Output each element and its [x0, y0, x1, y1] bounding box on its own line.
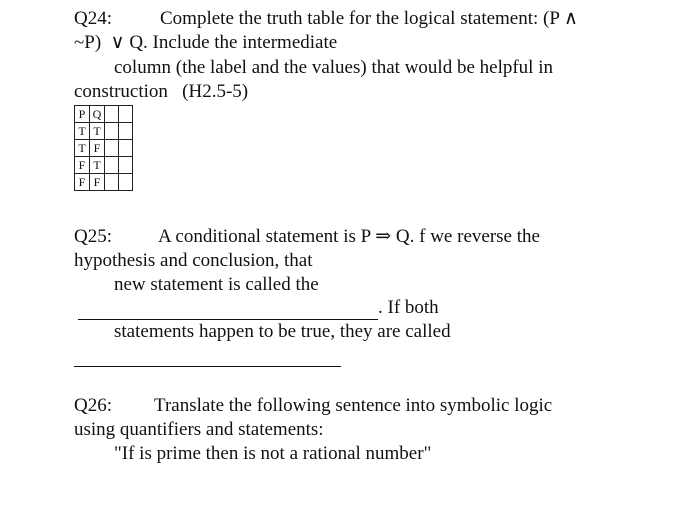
cell-p: T [75, 140, 90, 157]
truth-table-row [75, 157, 133, 174]
q25-prompt-3: new statement is called the [114, 274, 319, 295]
cell-blank[interactable] [105, 140, 119, 157]
header-cell-blank[interactable] [105, 106, 119, 123]
truth-table-header-row [75, 106, 133, 123]
cell-q: F [90, 140, 105, 157]
cell-q: F [90, 174, 105, 191]
q25-prompt-4-tail: . If both [378, 297, 439, 318]
q24-number: Q24: [74, 8, 112, 29]
q25-number: Q25: [74, 226, 112, 247]
cell-p: T [75, 123, 90, 140]
cell-blank[interactable] [105, 157, 119, 174]
cell-blank[interactable] [105, 123, 119, 140]
header-cell-q: Q [90, 106, 105, 123]
q24-prompt-3: column (the label and the values) that would be helpful in [114, 57, 553, 78]
header-cell-p: P [75, 106, 90, 123]
answer-blank-2[interactable] [74, 346, 341, 367]
q24-line-1 [74, 8, 578, 30]
q26-line-1 [74, 395, 552, 417]
cell-blank[interactable] [119, 157, 133, 174]
q25-prompt-1: A conditional statement is P ⇒ Q. f we reverse the [158, 226, 540, 247]
truth-table-row [75, 123, 133, 140]
cell-blank[interactable] [119, 123, 133, 140]
truth-table-row [75, 174, 133, 191]
answer-blank-1[interactable] [78, 297, 378, 320]
q24-prompt-4: construction (H2.5-5) [74, 81, 249, 102]
q25-prompt-2: hypothesis and conclusion, that [74, 250, 313, 271]
cell-q: T [90, 123, 105, 140]
truth-table-row [75, 140, 133, 157]
q25-prompt-5: statements happen to be true, they are called [114, 321, 451, 342]
q26-prompt-1: Translate the following sentence into symbolic logic [154, 395, 553, 416]
cell-blank[interactable] [119, 174, 133, 191]
cell-q: T [90, 157, 105, 174]
cell-blank[interactable] [105, 174, 119, 191]
q26-number: Q26: [74, 395, 112, 416]
cell-p: F [75, 174, 90, 191]
q24-prompt-1: Complete the truth table for the logical statement: (P ∧ [160, 8, 578, 29]
q26-prompt-3: "If is prime then is not a rational number" [114, 443, 432, 464]
cell-blank[interactable] [119, 140, 133, 157]
cell-p: F [75, 157, 90, 174]
q25-line-4 [78, 297, 439, 320]
header-cell-blank[interactable] [119, 106, 133, 123]
q24-prompt-2: ~P) ∨ Q. Include the intermediate [74, 32, 338, 53]
q25-line-1 [74, 226, 540, 248]
truth-table [74, 105, 133, 191]
q26-prompt-2: using quantifiers and statements: [74, 419, 324, 440]
